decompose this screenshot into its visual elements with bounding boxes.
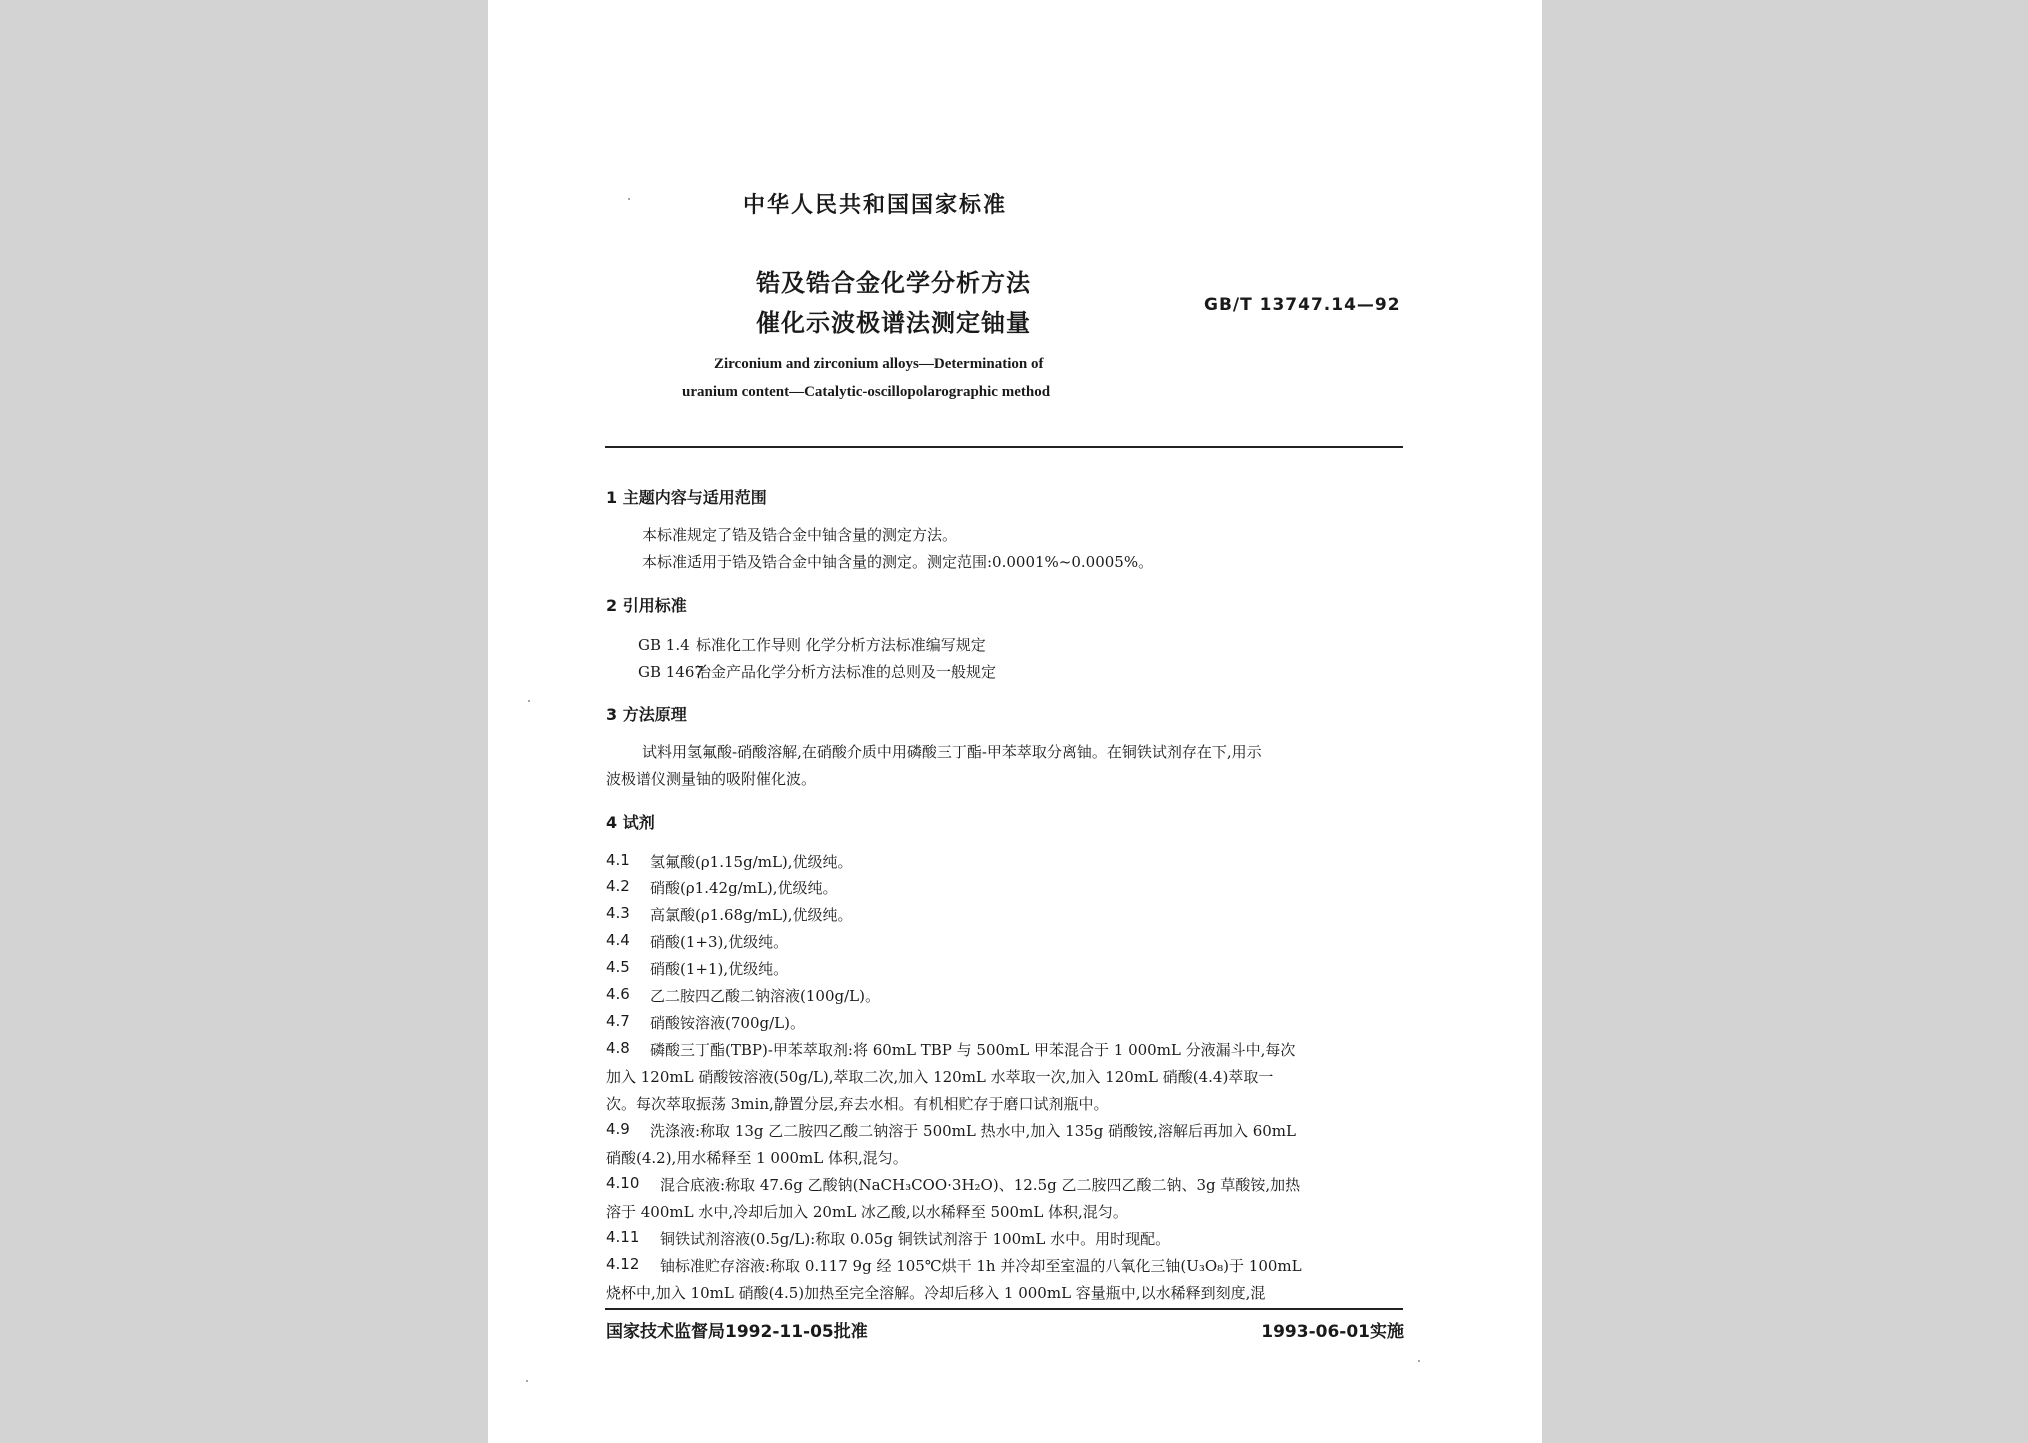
section-3-paragraph-line2: 波极谱仪测量铀的吸附催化波。 bbox=[606, 770, 817, 788]
item-continuation: 烧杯中,加入 10mL 硝酸(4.5)加热至完全溶解。冷却后移入 1 000mL 容量瓶中,以水稀释到刻度,混 bbox=[606, 1284, 1266, 1302]
section-2-heading: 2 引用标准 bbox=[606, 596, 687, 615]
document-title-line2: 催化示波极谱法测定铀量 bbox=[756, 309, 1031, 337]
item-text: 硝酸(ρ1.42g/mL),优级纯。 bbox=[650, 879, 838, 897]
scan-speck bbox=[1418, 1360, 1420, 1362]
item-text: 乙二胺四乙酸二钠溶液(100g/L)。 bbox=[650, 987, 880, 1005]
item-number: 4.12 bbox=[606, 1255, 640, 1273]
item-text: 硝酸铵溶液(700g/L)。 bbox=[650, 1014, 805, 1032]
effective-date: 1993-06-01实施 bbox=[1261, 1322, 1404, 1342]
item-text: 氢氟酸(ρ1.15g/mL),优级纯。 bbox=[650, 853, 853, 871]
reference-item bbox=[638, 661, 996, 682]
item-number: 4.1 bbox=[606, 851, 630, 869]
item-text: 铜铁试剂溶液(0.5g/L):称取 0.05g 铜铁试剂溶于 100mL 水中。用时现配。 bbox=[660, 1230, 1171, 1248]
footer-divider bbox=[605, 1308, 1403, 1310]
section-1-paragraph-1: 本标准规定了锆及锆合金中铀含量的测定方法。 bbox=[642, 526, 958, 544]
document-title-line1: 锆及锆合金化学分析方法 bbox=[756, 269, 1031, 297]
item-text: 混合底液:称取 47.6g 乙酸钠(NaCH₃COO·3H₂O)、12.5g 乙二胺四乙酸二钠、3g 草酸铵,加热 bbox=[660, 1176, 1301, 1194]
reference-code: GB 1467 bbox=[638, 663, 704, 681]
item-number: 4.6 bbox=[606, 985, 630, 1003]
reference-item bbox=[638, 634, 986, 655]
approval-date: 国家技术监督局1992-11-05批准 bbox=[606, 1322, 868, 1342]
item-continuation: 溶于 400mL 水中,冷却后加入 20mL 冰乙酸,以水稀释至 500mL 体积,混匀。 bbox=[606, 1203, 1128, 1221]
header-divider bbox=[605, 446, 1403, 448]
item-number: 4.7 bbox=[606, 1012, 630, 1030]
english-title-line1: Zirconium and zirconium alloys—Determination of bbox=[714, 356, 1044, 372]
section-1-paragraph-2: 本标准适用于锆及锆合金中铀含量的测定。测定范围:0.0001%~0.0005%。 bbox=[642, 553, 1154, 571]
item-number: 4.8 bbox=[606, 1039, 630, 1057]
item-number: 4.11 bbox=[606, 1228, 640, 1246]
item-continuation: 硝酸(4.2),用水稀释至 1 000mL 体积,混匀。 bbox=[606, 1149, 908, 1167]
item-number: 4.4 bbox=[606, 931, 630, 949]
item-text: 高氯酸(ρ1.68g/mL),优级纯。 bbox=[650, 906, 853, 924]
item-text: 硝酸(1+1),优级纯。 bbox=[650, 960, 789, 978]
scan-speck bbox=[526, 1380, 528, 1382]
item-number: 4.2 bbox=[606, 877, 630, 895]
english-title-line2: uranium content—Catalytic-oscillopolarographic method bbox=[682, 384, 1051, 400]
national-standard-heading: 中华人民共和国国家标准 bbox=[743, 193, 1008, 218]
standard-code: GB/T 13747.14—92 bbox=[1204, 295, 1401, 315]
item-number: 4.5 bbox=[606, 958, 630, 976]
item-text: 磷酸三丁酯(TBP)-甲苯萃取剂:将 60mL TBP 与 500mL 甲苯混合于 1 000mL 分液漏斗中,每次 bbox=[650, 1041, 1296, 1059]
section-3-heading: 3 方法原理 bbox=[606, 705, 687, 724]
item-continuation: 加入 120mL 硝酸铵溶液(50g/L),萃取二次,加入 120mL 水萃取一次,加入 120mL 硝酸(4.4)萃取一 bbox=[606, 1068, 1274, 1086]
item-number: 4.9 bbox=[606, 1120, 630, 1138]
scan-speck bbox=[528, 700, 530, 702]
scan-speck bbox=[628, 198, 630, 200]
item-number: 4.3 bbox=[606, 904, 630, 922]
reference-code: GB 1.4 bbox=[638, 636, 690, 654]
item-number: 4.10 bbox=[606, 1174, 640, 1192]
section-1-heading: 1 主题内容与适用范围 bbox=[606, 488, 767, 507]
reference-title: 标准化工作导则 化学分析方法标准编写规定 bbox=[696, 636, 986, 654]
item-text: 洗涤液:称取 13g 乙二胺四乙酸二钠溶于 500mL 热水中,加入 135g 硝酸铵,溶解后再加入 60mL bbox=[650, 1122, 1296, 1140]
reference-title: 冶金产品化学分析方法标准的总则及一般规定 bbox=[696, 663, 997, 681]
section-3-paragraph-line1: 试料用氢氟酸-硝酸溶解,在硝酸介质中用磷酸三丁酯-甲苯萃取分离铀。在铜铁试剂存在下,用示 bbox=[642, 743, 1262, 761]
document-page bbox=[488, 0, 1542, 1443]
item-text: 铀标准贮存溶液:称取 0.117 9g 经 105℃烘干 1h 并冷却至室温的八氧化三铀(U₃O₈)于 100mL bbox=[660, 1257, 1302, 1275]
item-continuation: 次。每次萃取振荡 3min,静置分层,弃去水相。有机相贮存于磨口试剂瓶中。 bbox=[606, 1095, 1109, 1113]
item-text: 硝酸(1+3),优级纯。 bbox=[650, 933, 789, 951]
section-4-heading: 4 试剂 bbox=[606, 813, 655, 832]
